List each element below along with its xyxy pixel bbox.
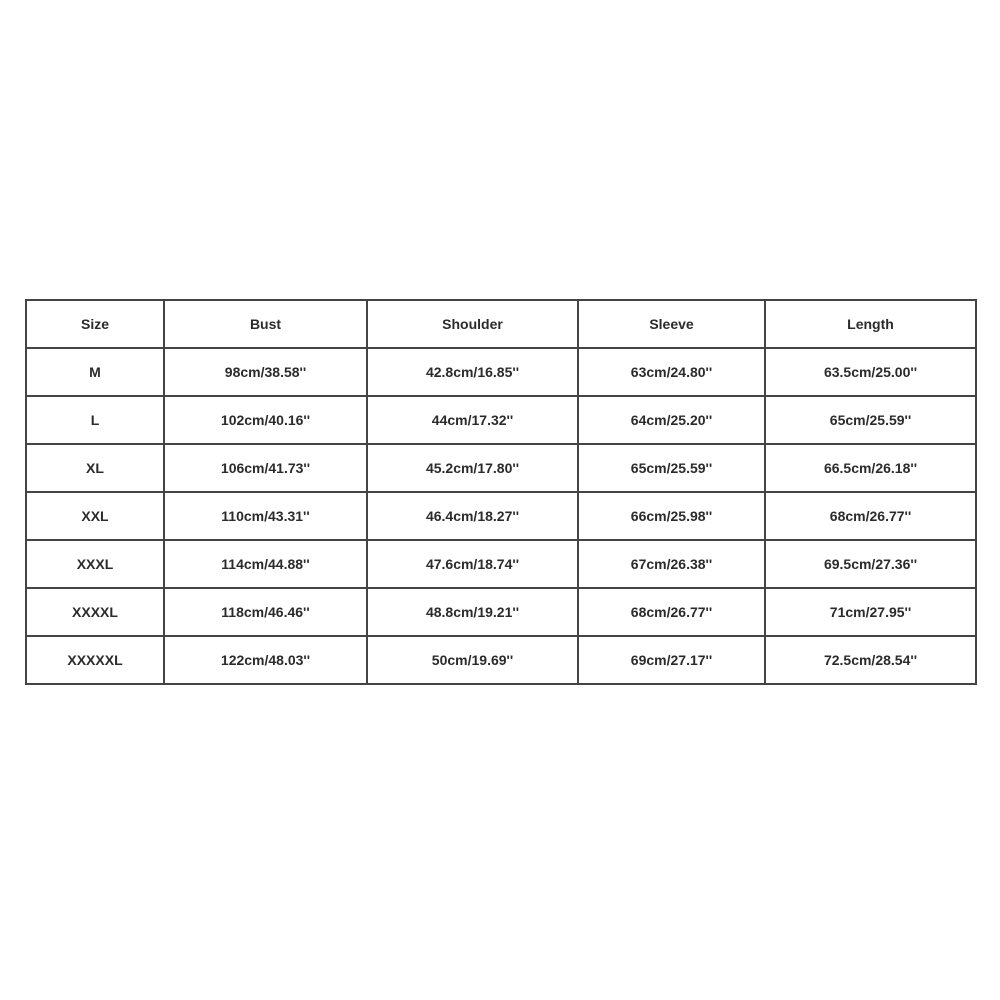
cell-shoulder: 42.8cm/16.85''	[367, 348, 578, 396]
cell-bust: 122cm/48.03''	[164, 636, 367, 684]
cell-length: 69.5cm/27.36''	[765, 540, 976, 588]
cell-sleeve: 65cm/25.59''	[578, 444, 765, 492]
cell-bust: 106cm/41.73''	[164, 444, 367, 492]
cell-shoulder: 48.8cm/19.21''	[367, 588, 578, 636]
table-row	[26, 636, 976, 684]
header-shoulder: Shoulder	[367, 300, 578, 348]
cell-sleeve: 69cm/27.17''	[578, 636, 765, 684]
cell-size: XXXXL	[26, 588, 164, 636]
cell-bust: 110cm/43.31''	[164, 492, 367, 540]
cell-bust: 98cm/38.58''	[164, 348, 367, 396]
header-size: Size	[26, 300, 164, 348]
table-row	[26, 396, 976, 444]
header-bust: Bust	[164, 300, 367, 348]
cell-shoulder: 50cm/19.69''	[367, 636, 578, 684]
table-row	[26, 588, 976, 636]
cell-sleeve: 66cm/25.98''	[578, 492, 765, 540]
cell-size: XXXXXL	[26, 636, 164, 684]
header-row	[26, 300, 976, 348]
size-chart-table	[25, 299, 977, 685]
cell-shoulder: 45.2cm/17.80''	[367, 444, 578, 492]
cell-size: L	[26, 396, 164, 444]
cell-length: 66.5cm/26.18''	[765, 444, 976, 492]
table-row	[26, 492, 976, 540]
cell-bust: 118cm/46.46''	[164, 588, 367, 636]
cell-shoulder: 44cm/17.32''	[367, 396, 578, 444]
cell-bust: 114cm/44.88''	[164, 540, 367, 588]
table-row	[26, 348, 976, 396]
header-length: Length	[765, 300, 976, 348]
cell-shoulder: 47.6cm/18.74''	[367, 540, 578, 588]
cell-size: M	[26, 348, 164, 396]
cell-size: XL	[26, 444, 164, 492]
cell-sleeve: 67cm/26.38''	[578, 540, 765, 588]
cell-length: 68cm/26.77''	[765, 492, 976, 540]
cell-bust: 102cm/40.16''	[164, 396, 367, 444]
cell-size: XXXL	[26, 540, 164, 588]
table-row	[26, 444, 976, 492]
cell-length: 65cm/25.59''	[765, 396, 976, 444]
header-sleeve: Sleeve	[578, 300, 765, 348]
cell-length: 72.5cm/28.54''	[765, 636, 976, 684]
cell-length: 71cm/27.95''	[765, 588, 976, 636]
cell-sleeve: 68cm/26.77''	[578, 588, 765, 636]
cell-length: 63.5cm/25.00''	[765, 348, 976, 396]
cell-shoulder: 46.4cm/18.27''	[367, 492, 578, 540]
cell-size: XXL	[26, 492, 164, 540]
cell-sleeve: 63cm/24.80''	[578, 348, 765, 396]
cell-sleeve: 64cm/25.20''	[578, 396, 765, 444]
table-row	[26, 540, 976, 588]
